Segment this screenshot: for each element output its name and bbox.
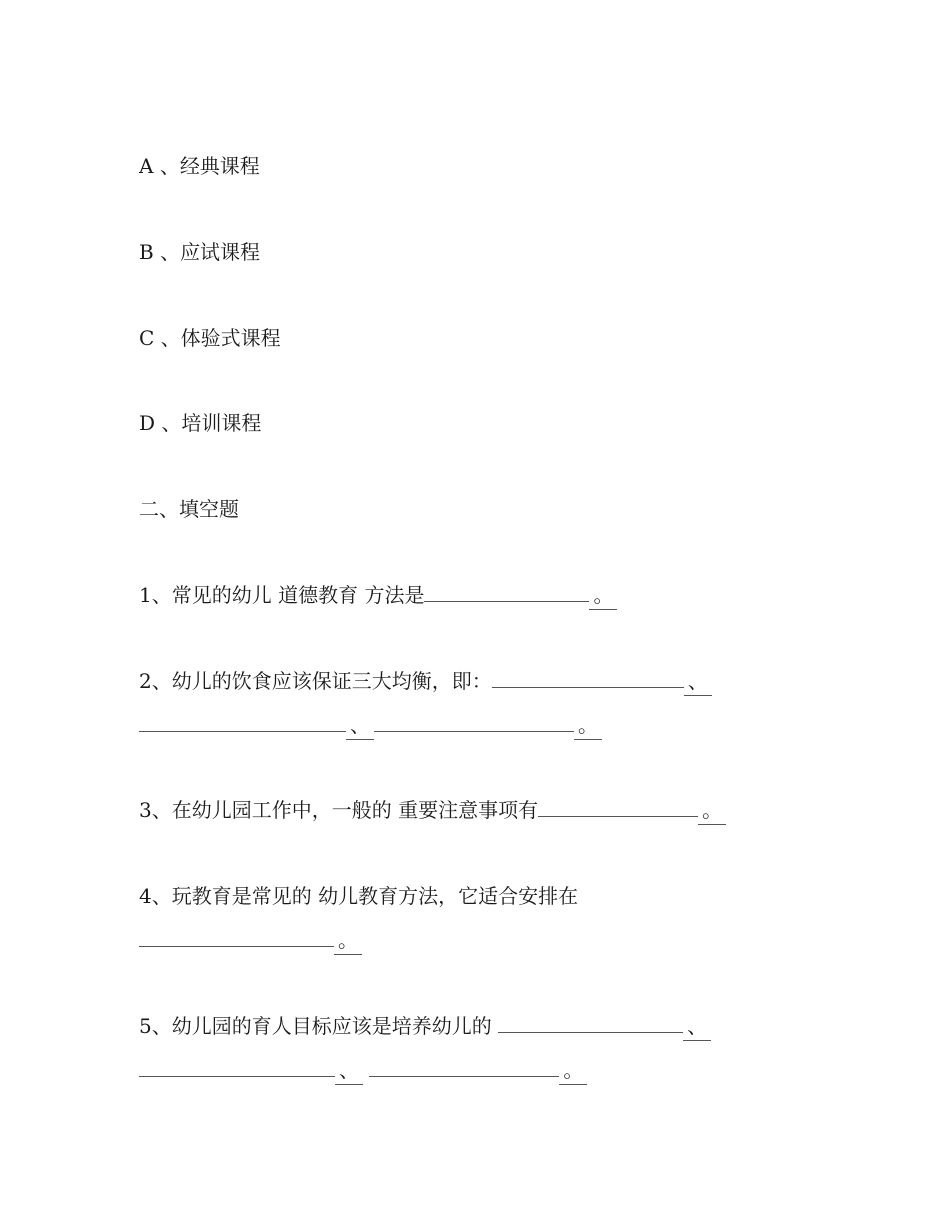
option-d — [139, 409, 261, 437]
answer-blank[interactable] — [139, 926, 334, 947]
question-text: 4、玩教育是常见的 幼儿教育方法，它适合安排在 — [139, 884, 579, 908]
blank-sep: 、 — [335, 1056, 363, 1085]
option-text: 体验式课程 — [180, 326, 281, 350]
option-text: 培训课程 — [181, 411, 262, 435]
option-sep: 、 — [161, 411, 182, 435]
question-4-continued — [139, 926, 362, 955]
answer-blank[interactable] — [139, 711, 346, 732]
question-3 — [139, 796, 726, 825]
blank-end: 。 — [574, 711, 602, 740]
question-text: 2、幼儿的饮食应该保证三大均衡，即： — [139, 669, 492, 693]
option-sep: 、 — [160, 240, 181, 264]
option-text: 经典课程 — [179, 154, 260, 178]
option-c — [139, 324, 281, 352]
question-text: 5、幼儿园的育人目标应该是培养幼儿的 — [139, 1014, 499, 1038]
question-2 — [139, 667, 712, 696]
answer-blank[interactable] — [139, 1056, 335, 1077]
blank-end: 。 — [589, 581, 617, 610]
option-letter: B — [139, 240, 154, 264]
blank-sep: 、 — [684, 667, 712, 696]
option-letter: C — [139, 326, 155, 350]
option-sep: 、 — [159, 154, 180, 178]
blank-sep: 、 — [346, 711, 374, 740]
option-letter: D — [139, 411, 156, 435]
question-2-continued — [139, 711, 602, 740]
blank-sep: 、 — [683, 1012, 711, 1041]
option-a — [139, 152, 260, 180]
blank-end: 。 — [334, 926, 362, 955]
question-5-continued — [139, 1056, 587, 1085]
question-5 — [139, 1012, 711, 1041]
section-title: 二、填空题 — [139, 497, 239, 521]
option-text: 应试课程 — [180, 240, 261, 264]
answer-blank[interactable] — [369, 1056, 559, 1077]
answer-blank[interactable] — [492, 667, 684, 688]
answer-blank[interactable] — [538, 796, 698, 817]
blank-end: 。 — [698, 796, 726, 825]
option-letter: A — [139, 154, 154, 178]
question-4 — [139, 882, 578, 910]
option-sep: 、 — [160, 326, 181, 350]
answer-blank[interactable] — [374, 711, 574, 732]
question-text: 1、常见的幼儿 道德教育 方法是 — [139, 583, 425, 607]
answer-blank[interactable] — [498, 1012, 683, 1033]
question-1 — [139, 581, 617, 610]
option-b — [139, 238, 260, 266]
blank-end: 。 — [559, 1056, 587, 1085]
question-text: 3、在幼儿园工作中，一般的 重要注意事项有 — [139, 798, 539, 822]
answer-blank[interactable] — [424, 581, 589, 602]
